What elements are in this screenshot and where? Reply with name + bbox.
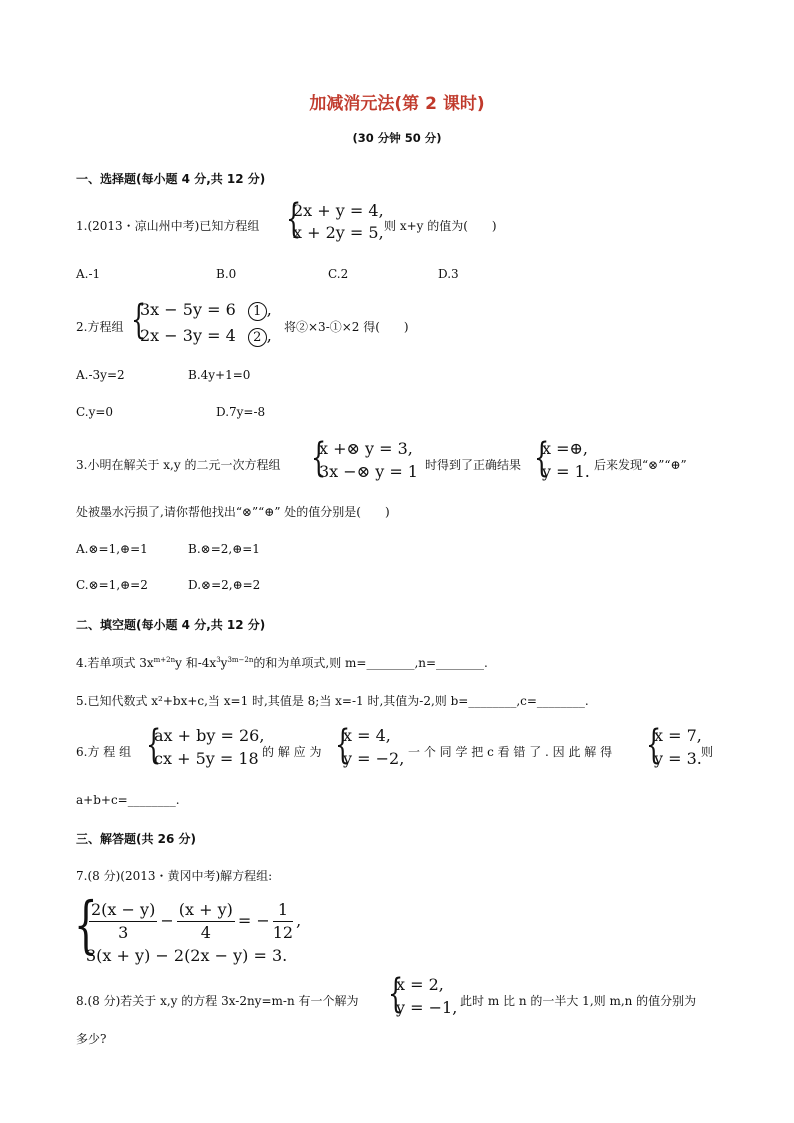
section-heading-fill: 二、填空题(每小题 4 分,共 12 分) bbox=[76, 618, 266, 632]
q3-suffix: 后来发现“⊗”“⊕” bbox=[594, 458, 687, 472]
q4-sup-a: m+2n bbox=[153, 656, 176, 664]
q8-suffix: 此时 m 比 n 的一半大 1,则 m,n 的值分别为 bbox=[460, 994, 697, 1008]
q6-eq1: ax + by = 26, bbox=[154, 726, 265, 745]
q7-eq1 bbox=[86, 899, 301, 944]
q3-brace: { bbox=[311, 435, 327, 481]
q3-eq2: 3x −⊗ y = 1 bbox=[319, 462, 418, 481]
q7-text: 7.(8 分)(2013・黄冈中考)解方程组: bbox=[76, 869, 273, 883]
q3-line2: 处被墨水污损了,请你帮他找出“⊗”“⊕” 处的值分别是( ) bbox=[76, 505, 390, 519]
q8-line2: 多少? bbox=[76, 1032, 107, 1046]
q3-option-a: A.⊗=1,⊕=1 bbox=[76, 542, 148, 556]
q3-option-b: B.⊗=2,⊕=1 bbox=[188, 542, 260, 556]
q7-frac1-den: 3 bbox=[118, 923, 129, 942]
q6-mid2: 一 个 同 学 把 c 看 错 了 . 因 此 解 得 bbox=[408, 745, 613, 759]
q6-sol-brace: { bbox=[335, 722, 351, 768]
q7-frac2-num: (x + y) bbox=[177, 899, 235, 922]
q4-text-c: y bbox=[220, 656, 228, 670]
q2-mark2: 2 bbox=[248, 328, 267, 347]
q2-eq1-row bbox=[140, 299, 272, 321]
q2-option-d: D.7y=-8 bbox=[216, 405, 266, 419]
q1-option-d: D.3 bbox=[438, 267, 459, 281]
q7-minus: − bbox=[160, 911, 174, 930]
time-score-note: (30 分钟 50 分) bbox=[352, 131, 442, 145]
q2-eq2: 2x − 3y = 4 bbox=[140, 326, 236, 345]
q4-line bbox=[76, 654, 488, 671]
q1-option-b: B.0 bbox=[216, 267, 237, 281]
q6-mid1: 的 解 应 为 bbox=[262, 745, 322, 759]
q2-suffix: 将②×3-①×2 得( ) bbox=[284, 320, 409, 334]
q1-option-c: C.2 bbox=[328, 267, 349, 281]
q6-brace: { bbox=[146, 722, 162, 768]
q4-text-d: 的和为单项式,则 m=________,n=________. bbox=[253, 656, 488, 670]
page-title: 加减消元法(第 2 课时) bbox=[309, 94, 485, 114]
q7-brace: { bbox=[74, 888, 98, 961]
q1-suffix: 则 x+y 的值为( ) bbox=[384, 219, 497, 233]
q4-text-b: y 和-4x bbox=[175, 656, 217, 670]
q1-option-a: A.-1 bbox=[76, 267, 101, 281]
q4-text-a: 4.若单项式 3x bbox=[76, 656, 154, 670]
q3-mid: 时得到了正确结果 bbox=[425, 458, 522, 472]
q7-frac3-num: 1 bbox=[273, 899, 293, 922]
q8-prefix: 8.(8 分)若关于 x,y 的方程 3x-2ny=m-n 有一个解为 bbox=[76, 994, 359, 1008]
section-heading-answer: 三、解答题(共 26 分) bbox=[76, 832, 197, 846]
q5-text: 5.已知代数式 x²+bx+c,当 x=1 时,其值是 8;当 x=-1 时,其值为-2,则 b=________,c=________. bbox=[76, 694, 589, 708]
q3-prefix: 3.小明在解关于 x,y 的二元一次方程组 bbox=[76, 458, 281, 472]
q2-tail2: , bbox=[266, 326, 272, 345]
q8-brace: { bbox=[388, 971, 404, 1017]
q1-eq1: 2x + y = 4, bbox=[293, 201, 384, 220]
q7-frac2-den: 4 bbox=[200, 923, 211, 942]
q7-equals: = − bbox=[237, 911, 270, 930]
section-heading-choice: 一、选择题(每小题 4 分,共 12 分) bbox=[76, 172, 266, 186]
q4-sup-c: 3m−2n bbox=[227, 656, 254, 664]
q1-eq2: x + 2y = 5, bbox=[293, 223, 384, 242]
q6-sol1: x = 4, bbox=[343, 726, 391, 745]
q7-frac3 bbox=[273, 899, 293, 944]
q3-option-d: D.⊗=2,⊕=2 bbox=[188, 578, 261, 592]
q1-brace: { bbox=[286, 196, 302, 242]
q3-res1: x =⊕, bbox=[542, 439, 589, 458]
q7-frac3-den: 12 bbox=[272, 923, 294, 942]
q2-option-c: C.y=0 bbox=[76, 405, 114, 419]
q2-eq1: 3x − 5y = 6 bbox=[140, 300, 236, 319]
q2-prefix: 2.方程组 bbox=[76, 320, 124, 334]
q4-sup-b: 3 bbox=[216, 656, 221, 664]
q2-option-a: A.-3y=2 bbox=[76, 368, 125, 382]
q6-eq2: cx + 5y = 18 bbox=[154, 749, 259, 768]
q6-sol3: x = 7, bbox=[654, 726, 702, 745]
q3-option-c: C.⊗=1,⊕=2 bbox=[76, 578, 148, 592]
q1-prefix: 1.(2013・凉山州中考)已知方程组 bbox=[76, 219, 260, 233]
q3-eq1: x +⊗ y = 3, bbox=[319, 439, 413, 458]
q2-option-b: B.4y+1=0 bbox=[188, 368, 251, 382]
q7-frac1-num: 2(x − y) bbox=[89, 899, 157, 922]
q2-brace: { bbox=[131, 297, 147, 343]
q2-eq2-row bbox=[140, 325, 272, 347]
q7-frac2 bbox=[177, 899, 235, 944]
q2-tail1: , bbox=[266, 300, 272, 319]
q3-res2: y = 1. bbox=[542, 462, 590, 481]
q8-sol2: y = −1, bbox=[396, 998, 458, 1017]
q2-mark1: 1 bbox=[248, 302, 267, 321]
q6-sol2-brace: { bbox=[646, 722, 662, 768]
q6-sol4: y = 3. bbox=[654, 749, 702, 768]
q7-tail: , bbox=[296, 911, 302, 930]
q6-line2: a+b+c=________. bbox=[76, 793, 180, 807]
q6-suffix: 则 bbox=[701, 745, 714, 759]
q6-prefix: 6.方 程 组 bbox=[76, 745, 132, 759]
q7-frac1 bbox=[89, 899, 157, 944]
q3-result-brace: { bbox=[534, 435, 550, 481]
q6-sol2: y = −2, bbox=[343, 749, 405, 768]
q7-eq2: 3(x + y) − 2(2x − y) = 3. bbox=[86, 946, 288, 965]
q8-sol1: x = 2, bbox=[396, 975, 444, 994]
